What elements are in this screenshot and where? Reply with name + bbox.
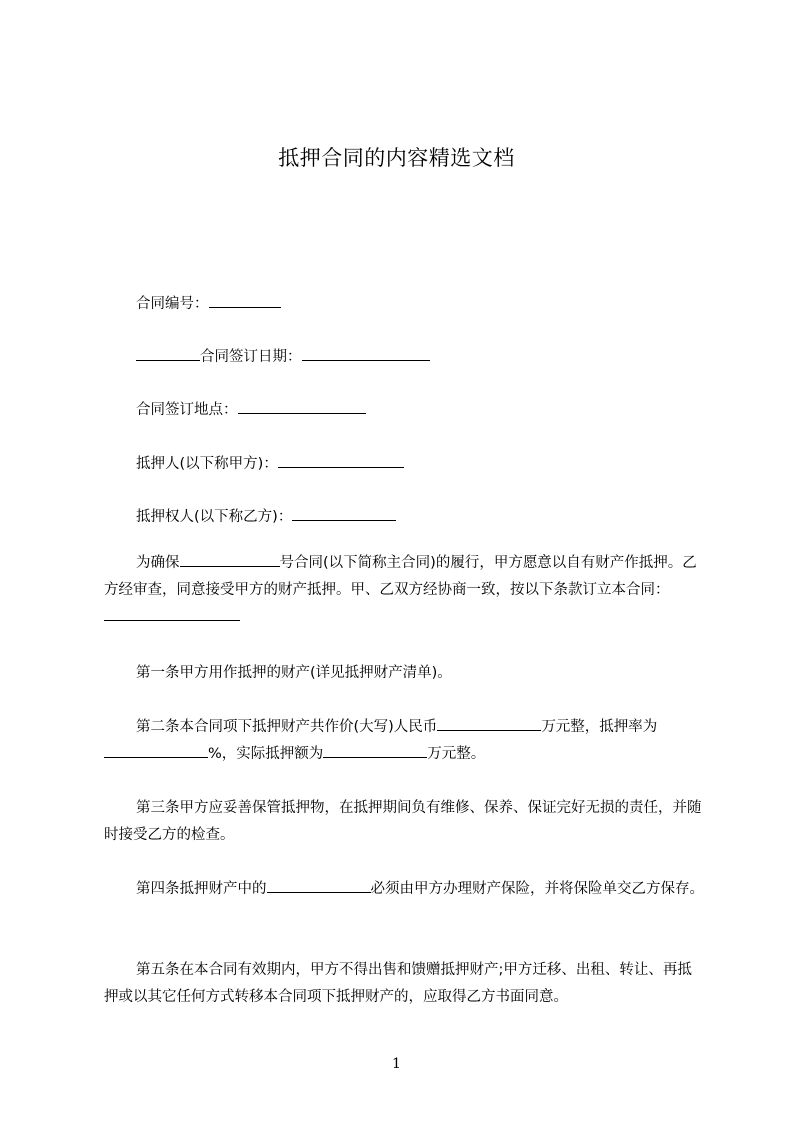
intro-end-blank	[104, 606, 240, 621]
insured-property-blank	[267, 878, 371, 893]
contract-number-label: 合同编号：	[136, 296, 209, 312]
main-contract-no-blank	[180, 552, 280, 567]
sign-place-line	[136, 398, 366, 419]
document-title: 抵押合同的内容精选文档	[278, 146, 515, 170]
sign-date-label: 合同签订日期：	[200, 349, 302, 365]
sign-date-blank	[302, 346, 430, 361]
article-2	[104, 714, 704, 768]
article-3: 第三条甲方应妥善保管抵押物，在抵押期间负有维修、保养、保证完好无损的责任，并随时接受乙方的检查。	[104, 800, 702, 843]
sign-date-line	[136, 345, 430, 366]
sign-place-label: 合同签订地点：	[136, 402, 238, 418]
intro-text-b: 号合同(以下简称主合同)的履行，甲方愿意以自有财产作抵押。乙方经审查，同意接受甲方的财产抵押。甲、乙双方经协商一致，按以下条款订立本合同：	[104, 555, 697, 598]
article-4-text-a: 第四条抵押财产中的	[136, 881, 267, 897]
article-2-text-b: 万元整，抵押率为	[541, 719, 658, 735]
article-4-text-b: 必须由甲方办理财产保险，并将保险单交乙方保存。	[370, 881, 704, 897]
valuation-blank	[437, 716, 541, 731]
mortgagee-label: 抵押权人(以下称乙方)：	[136, 509, 293, 525]
mortgagor-label: 抵押人(以下称甲方)：	[136, 456, 278, 472]
contract-number-blank	[209, 293, 281, 308]
mortgagor-blank	[278, 453, 404, 468]
intro-paragraph	[104, 550, 704, 631]
mortgagee-blank	[292, 506, 396, 521]
article-2-text-c: %，实际抵押额为	[208, 746, 324, 762]
sign-date-prefix-blank	[136, 346, 200, 361]
article-2-text-d: 万元整。	[427, 746, 486, 762]
mortgagor-line	[136, 452, 404, 473]
contract-number-line	[136, 292, 281, 313]
intro-text-a: 为确保	[136, 555, 180, 571]
actual-amount-blank	[323, 743, 427, 758]
article-1: 第一条甲方用作抵押的财产(详见抵押财产清单)。	[136, 665, 452, 681]
article-4	[104, 876, 704, 903]
mortgagee-line	[136, 505, 396, 526]
article-5: 第五条在本合同有效期内，甲方不得出售和馈赠抵押财产;甲方迁移、出租、转让、再抵押或以其它任何方式转移本合同项下抵押财产的，应取得乙方书面同意。	[104, 962, 692, 1005]
mortgage-rate-blank	[104, 743, 208, 758]
page-number: 1	[392, 1056, 401, 1072]
sign-place-blank	[238, 399, 366, 414]
article-2-text-a: 第二条本合同项下抵押财产共作价(大写)人民币	[136, 719, 438, 735]
